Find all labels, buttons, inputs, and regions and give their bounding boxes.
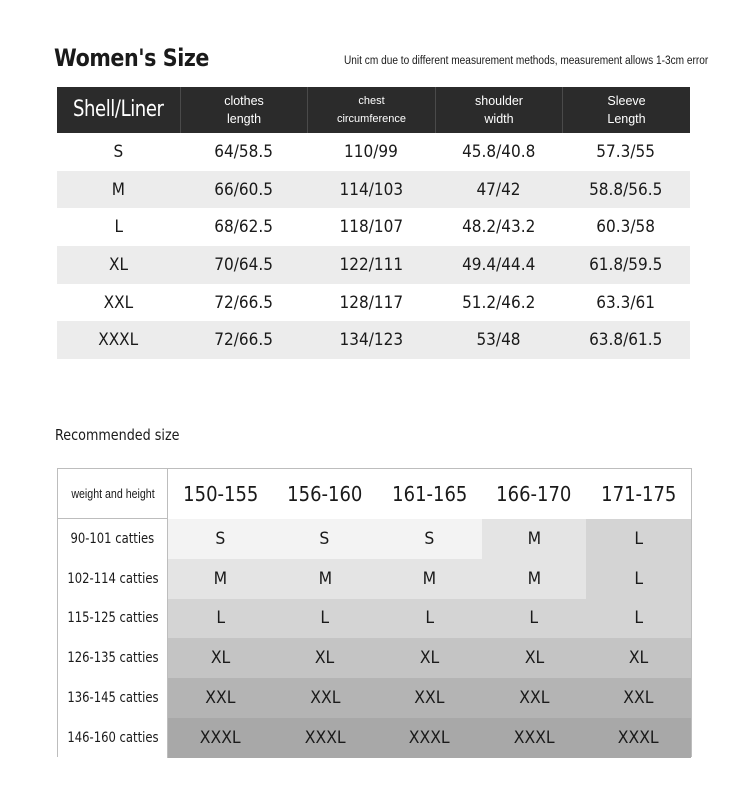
cell-text: 51.2/46.2 xyxy=(461,292,536,313)
table-row xyxy=(58,638,691,678)
cell-text: 128/117 xyxy=(339,292,403,313)
table-row xyxy=(58,678,691,718)
recommended-size-cell xyxy=(586,599,691,639)
height-range-text: 166-170 xyxy=(496,482,572,506)
weight-range-text: 102-114 catties xyxy=(66,570,159,587)
size-label-cell xyxy=(57,330,180,350)
recommended-size-cell xyxy=(586,559,691,599)
recommended-size-cell xyxy=(482,678,587,718)
recommended-size-text: L xyxy=(634,608,644,629)
cell-text: 57.3/55 xyxy=(596,141,656,162)
measurement-cell xyxy=(562,180,690,200)
size-header-text: shoulder xyxy=(475,94,523,108)
recommended-size-text: M xyxy=(213,568,228,589)
table-row xyxy=(57,246,690,284)
cell-text: 53/48 xyxy=(476,330,521,351)
height-range-header xyxy=(377,482,482,506)
recommended-size-text: XXL xyxy=(414,688,445,709)
recommended-size-cell xyxy=(482,559,587,599)
table-row xyxy=(58,599,691,639)
cell-text: 48.2/43.2 xyxy=(461,217,536,238)
weight-range-label xyxy=(58,519,168,559)
recommended-table-header xyxy=(58,469,691,519)
cell-text: S xyxy=(113,141,124,162)
cell-text: 110/99 xyxy=(344,141,398,162)
cell-text: 66/60.5 xyxy=(214,179,273,200)
recommended-size-cell xyxy=(482,638,587,678)
size-header-text: chest xyxy=(358,95,385,107)
measurement-cell xyxy=(180,180,307,200)
recommended-size-cell xyxy=(168,559,273,599)
recommended-size-cell xyxy=(273,559,378,599)
recommended-size-cell xyxy=(168,519,273,559)
measurement-cell xyxy=(562,330,690,350)
table-row xyxy=(58,718,691,758)
recommended-size-cell xyxy=(168,638,273,678)
recommended-size-text: XL xyxy=(210,648,231,669)
recommended-size-cell xyxy=(482,718,587,758)
cell-text: 70/64.5 xyxy=(214,254,273,275)
recommended-size-text: L xyxy=(634,528,644,549)
recommended-size-text: XXL xyxy=(205,688,236,709)
recommended-size-text: L xyxy=(320,608,330,629)
recommended-size-text: M xyxy=(527,568,541,589)
cell-text: M xyxy=(111,179,126,200)
recommended-size-cell xyxy=(586,638,691,678)
recommended-size-text: XXL xyxy=(309,688,340,709)
size-header-cell xyxy=(57,87,180,133)
recommended-size-cell xyxy=(377,678,482,718)
table-row xyxy=(57,171,690,209)
cell-text: 72/66.5 xyxy=(214,330,273,351)
recommended-size-text: XL xyxy=(419,648,440,669)
measurement-cell xyxy=(562,217,690,237)
table-row xyxy=(58,559,691,599)
recommended-size-text: S xyxy=(319,528,330,549)
size-header-text: Length xyxy=(607,112,646,126)
recommended-size-cell xyxy=(273,519,378,559)
table-row xyxy=(57,208,690,246)
recommended-size-text: S xyxy=(424,528,435,549)
recommended-size-text: L xyxy=(529,608,539,629)
corner-label: weight and height xyxy=(70,486,155,501)
cell-text: 47/42 xyxy=(476,179,521,200)
table-row xyxy=(58,519,691,559)
height-range-header xyxy=(168,482,273,506)
size-header-cell xyxy=(180,87,307,133)
height-range-text: 171-175 xyxy=(601,482,677,506)
cell-text: 45.8/40.8 xyxy=(461,141,536,162)
recommended-size-table xyxy=(57,468,692,757)
measurement-cell xyxy=(307,217,435,237)
recommended-size-text: XXXL xyxy=(618,727,660,748)
measurement-cell xyxy=(435,180,562,200)
size-header-text: length xyxy=(226,112,262,126)
page-title: Women's Size xyxy=(54,44,210,72)
recommended-size-text: M xyxy=(422,568,437,589)
size-label-cell xyxy=(57,142,180,162)
recommended-size-cell xyxy=(377,559,482,599)
measurement-cell xyxy=(562,142,690,162)
height-range-text: 150-155 xyxy=(182,482,258,506)
height-range-text: 161-165 xyxy=(391,482,468,506)
size-label-cell xyxy=(57,180,180,200)
recommended-size-text: XXXL xyxy=(409,727,450,748)
weight-height-corner xyxy=(58,469,168,519)
weight-range-label xyxy=(58,678,168,718)
recommended-size-cell xyxy=(586,718,691,758)
size-header-cell xyxy=(307,87,435,133)
measurement-cell xyxy=(307,142,435,162)
measurement-cell xyxy=(435,293,562,313)
measurement-cell xyxy=(435,255,562,275)
recommended-size-cell xyxy=(377,638,482,678)
recommended-size-cell xyxy=(168,599,273,639)
cell-text: 114/103 xyxy=(339,179,403,200)
weight-range-text: 136-145 catties xyxy=(66,690,159,707)
weight-range-text: 115-125 catties xyxy=(66,610,159,627)
recommended-size-title: Recommended size xyxy=(55,426,180,444)
measurement-cell xyxy=(307,330,435,350)
cell-text: XL xyxy=(108,254,129,275)
recommended-table-body xyxy=(58,519,691,758)
size-header-cell xyxy=(562,87,690,133)
measurement-cell xyxy=(180,255,307,275)
size-header-text: Shell/Liner xyxy=(73,97,164,122)
measurement-cell xyxy=(435,217,562,237)
cell-text: 122/111 xyxy=(339,254,403,275)
recommended-size-text: L xyxy=(425,608,434,629)
size-label-cell xyxy=(57,293,180,313)
size-table-header xyxy=(57,87,690,133)
recommended-size-text: M xyxy=(527,528,541,549)
size-header-text: clothes xyxy=(224,94,264,108)
height-range-header xyxy=(273,482,378,506)
recommended-size-cell xyxy=(168,678,273,718)
cell-text: 63.8/61.5 xyxy=(589,330,663,351)
measurement-cell xyxy=(562,293,690,313)
recommended-size-text: XXXL xyxy=(199,727,241,748)
measurement-cell xyxy=(307,255,435,275)
recommended-size-cell xyxy=(273,599,378,639)
height-range-text: 156-160 xyxy=(287,482,363,506)
cell-text: 68/62.5 xyxy=(214,217,273,238)
recommended-size-text: XXL xyxy=(623,688,654,709)
size-header-text: circumference xyxy=(336,113,407,125)
recommended-size-text: XL xyxy=(315,648,335,669)
cell-text: L xyxy=(114,217,123,238)
measurement-cell xyxy=(180,330,307,350)
cell-text: 118/107 xyxy=(339,217,403,238)
recommended-size-text: XXXL xyxy=(304,727,346,748)
size-label-cell xyxy=(57,217,180,237)
unit-note: Unit cm due to different measurement methods, measurement allows 1-3cm error xyxy=(344,55,709,67)
cell-text: 134/123 xyxy=(339,330,403,351)
table-row xyxy=(57,321,690,359)
recommended-size-text: L xyxy=(215,608,225,629)
height-range-header xyxy=(482,482,587,506)
recommended-size-text: XL xyxy=(628,648,649,669)
size-header-text: width xyxy=(484,112,514,126)
height-range-header xyxy=(586,482,691,506)
size-header-cell xyxy=(435,87,562,133)
recommended-size-text: XL xyxy=(524,648,544,669)
size-table-body xyxy=(57,133,690,359)
cell-text: 63.3/61 xyxy=(596,292,656,313)
size-table xyxy=(57,87,690,359)
recommended-size-cell xyxy=(377,519,482,559)
recommended-size-text: L xyxy=(634,568,644,589)
cell-text: 49.4/44.4 xyxy=(461,254,536,275)
cell-text: 58.8/56.5 xyxy=(589,179,663,200)
measurement-cell xyxy=(180,217,307,237)
cell-text: 64/58.5 xyxy=(214,141,273,162)
table-row xyxy=(57,284,690,322)
measurement-cell xyxy=(307,180,435,200)
recommended-size-cell xyxy=(377,599,482,639)
cell-text: XXL xyxy=(103,292,134,313)
recommended-size-text: M xyxy=(318,568,332,589)
recommended-size-cell xyxy=(273,638,378,678)
weight-range-text: 146-160 catties xyxy=(66,729,159,746)
cell-text: XXXL xyxy=(98,330,139,351)
measurement-cell xyxy=(562,255,690,275)
weight-range-label xyxy=(58,638,168,678)
weight-range-text: 90-101 catties xyxy=(70,530,155,547)
size-label-cell xyxy=(57,255,180,275)
recommended-size-cell xyxy=(273,678,378,718)
weight-range-text: 126-135 catties xyxy=(66,650,159,667)
recommended-size-text: XXXL xyxy=(513,727,555,748)
measurement-cell xyxy=(180,293,307,313)
recommended-size-text: S xyxy=(215,528,226,549)
table-row xyxy=(57,133,690,171)
recommended-size-text: XXL xyxy=(518,688,550,709)
weight-range-label xyxy=(58,599,168,639)
cell-text: 72/66.5 xyxy=(214,292,273,313)
recommended-size-cell xyxy=(273,718,378,758)
measurement-cell xyxy=(180,142,307,162)
recommended-size-cell xyxy=(586,519,691,559)
weight-range-label xyxy=(58,718,168,758)
recommended-size-cell xyxy=(482,599,587,639)
recommended-size-cell xyxy=(482,519,587,559)
recommended-size-cell xyxy=(586,678,691,718)
measurement-cell xyxy=(435,142,562,162)
weight-range-label xyxy=(58,559,168,599)
cell-text: 61.8/59.5 xyxy=(589,254,663,275)
measurement-cell xyxy=(307,293,435,313)
measurement-cell xyxy=(435,330,562,350)
recommended-size-cell xyxy=(377,718,482,758)
recommended-size-cell xyxy=(168,718,273,758)
size-header-text: Sleeve xyxy=(607,94,646,108)
cell-text: 60.3/58 xyxy=(596,217,656,238)
